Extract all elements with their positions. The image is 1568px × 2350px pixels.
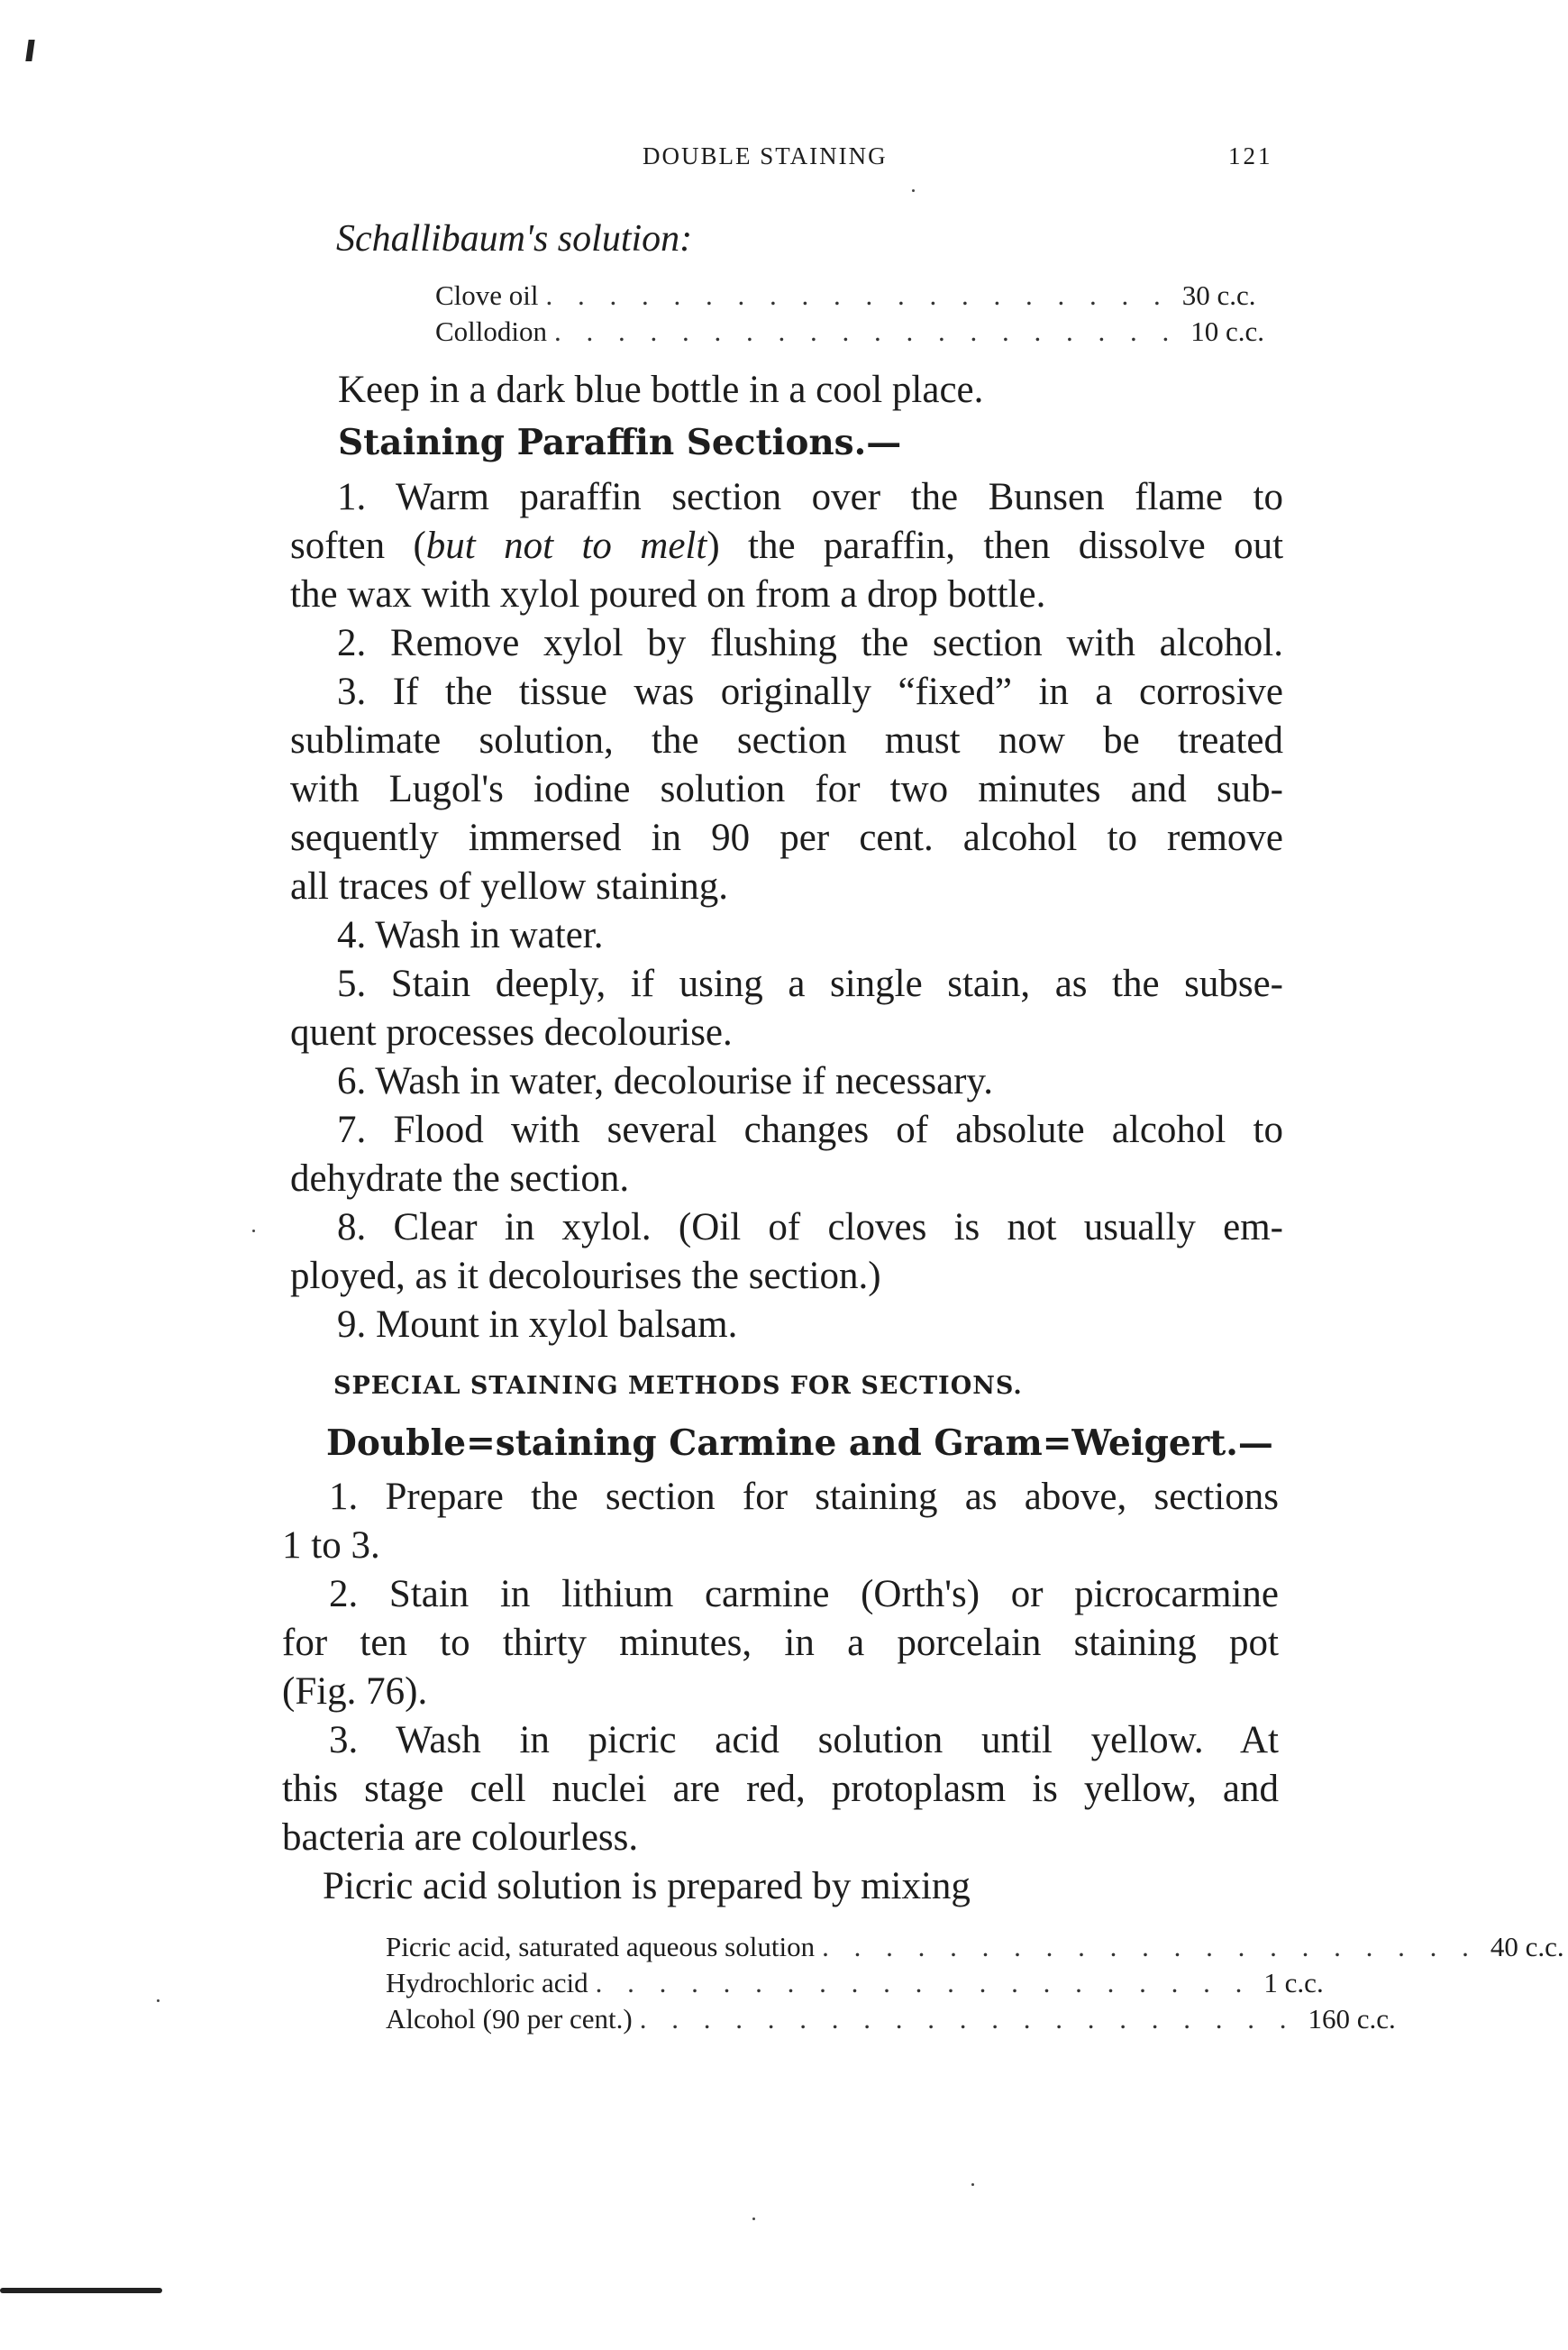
- schallibaum-table: [435, 278, 1265, 350]
- emphasis: but not to melt: [425, 525, 707, 567]
- paragraph-line: quent processes decolourise.: [290, 1011, 733, 1054]
- paragraph-line: 2. Stain in lithium carmine (Orth's) or picrocarmine: [329, 1573, 1279, 1615]
- storage-note: Keep in a dark blue bottle in a cool place.: [338, 369, 984, 411]
- paragraph-line: 6. Wash in water, decolourise if necessary.: [337, 1060, 993, 1102]
- ingredient-name: Clove oil: [435, 279, 539, 311]
- paragraph-line: bacteria are colourless.: [282, 1816, 639, 1859]
- speck: [157, 1999, 160, 2002]
- paragraph-line: sequently immersed in 90 per cent. alcohol to remove: [290, 817, 1283, 859]
- paragraph-line: 4. Wash in water.: [337, 914, 604, 956]
- table-row: [435, 314, 1265, 350]
- paraffin-heading: Staining Paraffin Sections.—: [338, 422, 902, 463]
- paraffin-steps: [290, 473, 1283, 1349]
- paragraph-line: 7. Flood with several changes of absolute alcohol to: [337, 1109, 1283, 1151]
- paragraph-line: 5. Stain deeply, if using a single stain, as the subse-: [337, 963, 1283, 1005]
- leader-dots: . . . . . . . . . . . . . . . . . . . .: [554, 315, 1179, 347]
- paragraph-line: (Fig. 76).: [282, 1670, 428, 1713]
- paragraph-line: ployed, as it decolourises the section.): [290, 1255, 881, 1297]
- double-staining-steps: [282, 1473, 1279, 1911]
- leader-dots: . . . . . . . . . . . . . . . . . . . . .: [639, 2003, 1296, 2035]
- speck: [912, 189, 915, 192]
- leader-dots: . . . . . . . . . . . . . . . . . . . . .: [595, 1967, 1252, 1998]
- paragraph-line: Picric acid solution is prepared by mixing: [323, 1865, 971, 1907]
- paragraph-line: 3. If the tissue was originally “fixed” in a corrosive: [337, 671, 1283, 713]
- special-methods-heading: SPECIAL STAINING METHODS FOR SECTIONS.: [333, 1372, 1023, 1400]
- paragraph-line: this stage cell nuclei are red, protoplasm is yellow, and: [282, 1768, 1279, 1810]
- corner-mark: [25, 40, 34, 61]
- edge-mark: [0, 2288, 162, 2293]
- paragraph-line: dehydrate the section.: [290, 1157, 630, 1200]
- leader-dots: . . . . . . . . . . . . . . . . . . . . .: [822, 1931, 1478, 1962]
- paragraph-line: 3. Wash in picric acid solution until yellow. At: [329, 1719, 1279, 1761]
- ingredient-name: Hydrochloric acid: [386, 1967, 588, 1998]
- speck: [971, 2183, 974, 2186]
- paragraph-line: the wax with xylol poured on from a drop bottle.: [290, 573, 1046, 616]
- paragraph-line: all traces of yellow staining.: [290, 865, 728, 908]
- schallibaum-title: Schallibaum's solution:: [336, 218, 693, 260]
- leader-dots: . . . . . . . . . . . . . . . . . . . .: [545, 279, 1170, 311]
- paragraph-line: 1. Warm paraffin section over the Bunsen flame to: [337, 476, 1283, 518]
- table-row: [435, 278, 1256, 314]
- ingredient-name: Alcohol (90 per cent.): [386, 2003, 633, 2035]
- picric-table: [386, 1929, 1564, 2037]
- paragraph-line: 1 to 3.: [282, 1524, 380, 1567]
- paragraph-line: soften (but not to melt) the paraffin, then dissolve out: [290, 525, 1284, 567]
- ingredient-name: Collodion: [435, 315, 548, 347]
- paragraph-line: 1. Prepare the section for staining as above, sections: [329, 1476, 1279, 1518]
- table-row: [386, 2001, 1396, 2037]
- paragraph-line: 2. Remove xylol by flushing the section with alcohol.: [337, 622, 1283, 664]
- paragraph-line: for ten to thirty minutes, in a porcelain staining pot: [282, 1622, 1279, 1664]
- ingredient-quantity: 10 c.c.: [1190, 315, 1265, 347]
- table-row: [386, 1929, 1564, 1965]
- paragraph-line: with Lugol's iodine solution for two minutes and sub-: [290, 768, 1283, 810]
- speck: [252, 1230, 255, 1232]
- ingredient-quantity: 160 c.c.: [1308, 2003, 1396, 2035]
- running-head: DOUBLE STAINING: [643, 142, 888, 169]
- paragraph-line: 9. Mount in xylol balsam.: [337, 1303, 738, 1346]
- ingredient-quantity: 1 c.c.: [1263, 1967, 1324, 1998]
- ingredient-name: Picric acid, saturated aqueous solution: [386, 1931, 816, 1962]
- speck: [752, 2217, 755, 2220]
- double-staining-heading: Double=staining Carmine and Gram=Weigert.—: [326, 1422, 1273, 1464]
- table-row: [386, 1965, 1324, 2001]
- ingredient-quantity: 40 c.c.: [1490, 1931, 1564, 1962]
- paragraph-line: sublimate solution, the section must now be treated: [290, 719, 1283, 762]
- page-number: 121: [1228, 142, 1273, 169]
- paragraph-line: 8. Clear in xylol. (Oil of cloves is not usually em-: [337, 1206, 1283, 1248]
- ingredient-quantity: 30 c.c.: [1181, 279, 1256, 311]
